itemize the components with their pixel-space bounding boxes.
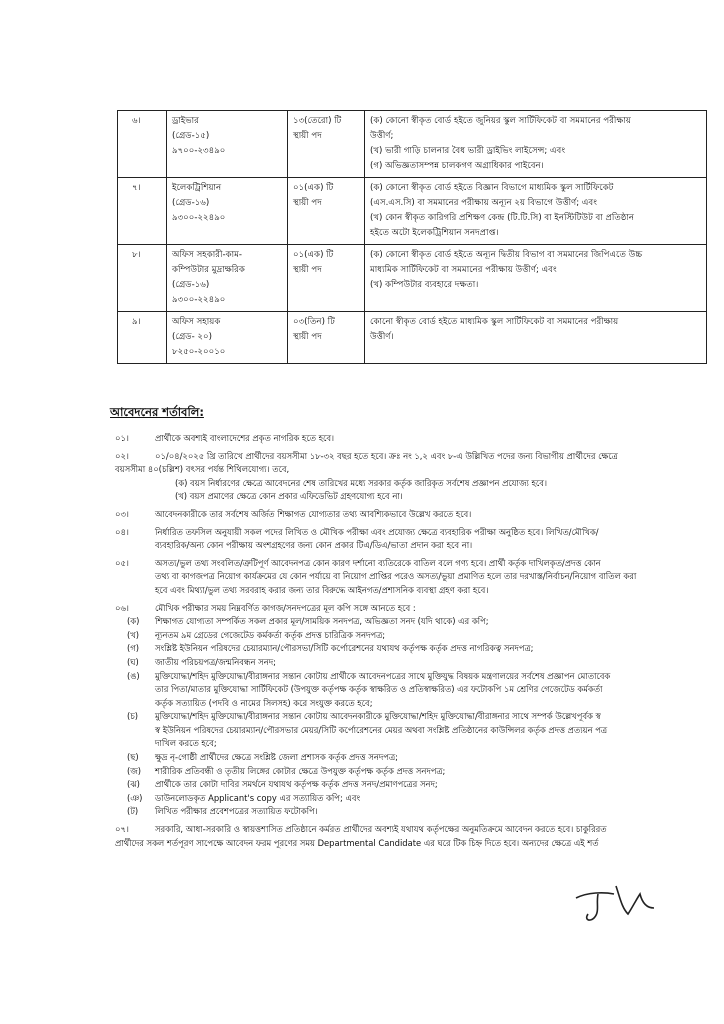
- post-title-line: কম্পিউটার মুদ্রাক্ষরিক: [172, 265, 245, 275]
- term-number: ০৩।: [115, 508, 129, 519]
- document-subitem: [115, 751, 715, 765]
- post-count-line: ০১(এক) টি: [293, 250, 334, 260]
- table-row: [118, 312, 707, 364]
- qualification-line: (খ) ভারী গাড়ি চালনার বৈধ ভারী ড্রাইভিং লাইসেন্স; এবং: [370, 146, 566, 156]
- document-subitem: [115, 805, 715, 819]
- subitem-label: (গ): [127, 643, 140, 654]
- subitem-line: মুক্তিযোদ্ধা/শহিদ মুক্তিযোদ্ধা/বীরাঙ্গনার সন্তান কোটায় আবেদনকারীকে মুক্তিযোদ্ধা/শহিদ মুক্তিযোদ্ধা/বীরাঙ্গনার সাথে সম্পর্ক উল্লেখপূর্বক স্ব: [155, 711, 601, 722]
- term-line: মৌখিক পরীক্ষার সময় নিম্নবর্ণিত কাগজ/সনদপত্রের মূল কপি সঙ্গে আনতে হবে :: [155, 602, 416, 613]
- table-row: [118, 111, 707, 178]
- subitem-line: স্ব ইউনিয়ন পরিষদের চেয়ারম্যান/পৌরসভার মেয়র/সিটি কর্পোরেশনের মেয়র অথবা সংশ্লিষ্ট প্রতিষ্ঠানের কাউন্সিলর কর্তৃক প্রদত্ত প্রত্যয়ন পত্র: [155, 724, 608, 735]
- post-count-cell: [288, 312, 365, 364]
- term-line: হবে এবং মিথ্যা/ভুল তথ্য সরবরাহ করার জন্য তার বিরুদ্ধে আইনগত/প্রশাসনিক ব্যবস্থা গ্রহণ করা হবে।: [155, 584, 489, 595]
- term-line: প্রার্থীদের সকল শর্তপূরণ সাপেক্ষে আবেদন ফরম পূরণের সময় Departmental Candidate এর ঘরে টিক চিহ্ন দিতে হবে। অন্যদের ক্ষেত্রে এই শর্ত: [115, 837, 599, 848]
- document-subitem: [115, 629, 715, 643]
- subitem-line: ক্ষুদ্র নৃ-গোষ্ঠী প্রার্থীদের ক্ষেত্রে সংশ্লিষ্ট জেলা প্রশাসক কর্তৃক প্রদত্ত সনদপত্র;: [155, 752, 398, 763]
- qualification-line: (গ) অভিজ্ঞতাসম্পন্ন চালকগণ অগ্রাধিকার পাইবেন।: [370, 161, 544, 171]
- post-qualification-cell: [365, 178, 707, 245]
- term-body: [155, 450, 715, 464]
- qualification-line: হইতে অটো ইলেকট্রিশিয়ান সনদপ্রাপ্ত।: [370, 228, 499, 238]
- term-gap: [115, 850, 715, 854]
- post-title-line: ৯৩০০-২২৪৯০: [172, 295, 226, 305]
- post-title-line: ড্রাইভার: [172, 116, 199, 126]
- document-subitem: [115, 710, 715, 751]
- subitem-body: [155, 751, 715, 765]
- subitem-body: [155, 792, 715, 806]
- term-body: [155, 602, 715, 616]
- term-number: ০৭।: [115, 824, 129, 835]
- post-count-line: স্থায়ী পদ: [293, 198, 322, 208]
- subitem-label: (ঘ): [127, 656, 139, 667]
- subitem-label: (ট): [127, 806, 139, 817]
- term-line: অসত্য/ভুল তথ্য সংবলিত/ত্রুটিপূর্ণ আবেদনপত্র কোন কারণ দর্শানো ব্যতিরেকে বাতিল বলে গণ্য হবে। প্রার্থী কর্তৃক দাখিলকৃত/প্রদত্ত কোন: [155, 557, 601, 568]
- qualification-line: (খ) কম্পিউটার ব্যবহারে দক্ষতা।: [370, 280, 479, 290]
- term-body: [155, 557, 715, 598]
- post-title-cell: [167, 111, 288, 178]
- term-item: [115, 526, 715, 553]
- document-subitem: [115, 615, 715, 629]
- post-title-cell: [167, 178, 288, 245]
- term-item: [115, 602, 715, 820]
- subitem-label: (ঞ): [127, 792, 143, 803]
- subitem-body: [155, 710, 715, 751]
- subitem-line: ডাউনলোডকৃত Applicant's copy এর সত্যায়িত কপি; এবং: [155, 792, 361, 803]
- subitem-line: মুক্তিযোদ্ধা/শহিদ মুক্তিযোদ্ধা/বীরাঙ্গনার সন্তান কোটায় প্রার্থীকে আবেদনপত্রের সাথে মুক্তিযুদ্ধ বিষয়ক মন্ত্রণালয়ের সর্বশেষ প্রজ্ঞাপন মোতাবেক: [155, 670, 611, 681]
- post-title-line: (গ্রেড-১৫): [172, 131, 210, 141]
- subitem-body: [155, 805, 715, 819]
- post-count-line: ১৩(তেরো) টি: [293, 116, 342, 126]
- subitem-label: (খ): [127, 629, 140, 640]
- post-count-line: ০১(এক) টি: [293, 183, 334, 193]
- qualification-line: (খ) কোন স্বীকৃত কারিগরি প্রশিক্ষণ কেন্দ্র (টি.টি.সি) বা ইনস্টিটিউট বা প্রতিষ্ঠান: [370, 213, 635, 223]
- subitem-body: [155, 615, 715, 629]
- term-line: বয়সসীমা ৪০(চল্লিশ) বৎসর পর্যন্ত শিথিলযোগ্য। তবে,: [115, 464, 290, 475]
- post-qualification-cell: [365, 312, 707, 364]
- table-row: [118, 178, 707, 245]
- document-subitem: [115, 765, 715, 779]
- post-serial: ৯।: [118, 312, 167, 364]
- subitem-line: শিক্ষাগত যোগ্যতা সম্পর্কিত সকল প্রকার মূল/সাময়িক সনদপত্র, অভিজ্ঞতা সনদ (যদি থাকে) এর কপি;: [155, 616, 489, 627]
- document-subitem: [115, 778, 715, 792]
- term-body: [155, 508, 715, 522]
- post-serial: ৭।: [118, 178, 167, 245]
- qualification-line: (ক) কোনো স্বীকৃত বোর্ড হইতে বিজ্ঞান বিভাগে মাধ্যমিক স্কুল সার্টিফিকেট: [370, 183, 614, 193]
- subitem-label: (জ): [127, 765, 142, 776]
- term-number: ০২।: [115, 450, 129, 461]
- post-count-cell: [288, 178, 365, 245]
- post-qualification-cell: [365, 245, 707, 312]
- subitem-label: (ক): [127, 616, 140, 627]
- post-count-line: স্থায়ী পদ: [293, 131, 322, 141]
- qualification-line: উত্তীর্ণ;: [370, 131, 394, 141]
- term-line: নির্ধারিত তফসিল অনুযায়ী সকল পদের লিখিত ও মৌখিক পরীক্ষা এবং প্রযোজ্য ক্ষেত্রে ব্যবহারিক পরীক্ষা অনুষ্ঠিত হবে। লিখিত/মৌখিক/: [155, 526, 599, 537]
- post-title-line: (গ্রেড-১৬): [172, 280, 210, 290]
- subitem-label: (ছ): [127, 752, 139, 763]
- term-subline: (ক) বয়স নির্ধারণের ক্ষেত্রে আবেদনের শেষ তারিখের মধ্যে সরকার কর্তৃক জারিকৃত সর্বশেষ প্রজ্ঞাপন প্রযোজ্য হবে।: [175, 477, 547, 488]
- post-title-line: (গ্রেড-১৬): [172, 198, 210, 208]
- document-subitem: [115, 792, 715, 806]
- post-title-cell: [167, 312, 288, 364]
- term-line: সরকারি, আধা-সরকারি ও স্বায়ত্তশাসিত প্রতিষ্ঠানে কর্মরত প্রার্থীদের অবশ্যই যথাযথ কর্তৃপক্ষের অনুমতিক্রমে আবেদন করতে হবে। চাকুরিরত: [155, 824, 607, 835]
- post-count-cell: [288, 111, 365, 178]
- post-serial: ৬।: [118, 111, 167, 178]
- term-body: [155, 432, 715, 446]
- term-item: [115, 823, 715, 850]
- subitem-label: (চ): [127, 711, 139, 722]
- term-line: তথ্য বা কাগজপত্র নিয়োগ কার্যক্রমের যে কোন পর্যায়ে বা নিয়োগ প্রাপ্তির পরেও অসত্য/ভুয়া প্রমাণিত হলে তার দরখাস্ত/নির্বাচন/নিয়োগ বাতিল করা: [155, 571, 637, 582]
- post-title-line: অফিস সহকারী-কাম-: [172, 250, 242, 260]
- term-number: ০৬।: [115, 602, 129, 613]
- document-subitem: [115, 670, 715, 711]
- term-line: আবেদনকারীকে তার সর্বশেষ অর্জিত শিক্ষাগত যোগ্যতার তথ্য আবশ্যিকভাবে উল্লেখ করতে হবে।: [155, 508, 472, 519]
- qualification-line: কোনো স্বীকৃত বোর্ড হইতে মাধ্যমিক স্কুল সার্টিফিকেট বা সমমানের পরীক্ষায়: [370, 317, 619, 327]
- post-qualification-cell: [365, 111, 707, 178]
- qualification-line: মাধ্যমিক সার্টিফিকেট বা সমমানের পরীক্ষায় উত্তীর্ণ; এবং: [370, 265, 557, 275]
- post-title-line: (গ্রেড- ২০): [172, 332, 212, 342]
- table-row: [118, 245, 707, 312]
- post-count-line: ০৩(তিন) টি: [293, 317, 335, 327]
- term-item: [115, 432, 715, 446]
- document-subitem: [115, 642, 715, 656]
- posts-table: [117, 110, 707, 364]
- post-count-cell: [288, 245, 365, 312]
- subitem-body: [155, 778, 715, 792]
- subitem-line: সংশ্লিষ্ট ইউনিয়ন পরিষদের চেয়ারম্যান/পৌরসভা/সিটি কর্পোরেশনের যথাযথ কর্তৃপক্ষ কর্তৃক প্রদত্ত নাগরিকত্ব সনদপত্র;: [155, 643, 534, 654]
- term-line: ০১/০৪/২০২৫ খ্রি তারিখে প্রার্থীদের বয়সসীমা ১৮-৩২ বছর হতে হবে। ক্রঃ নং ১,২ এবং ৮-এ উল্লিখিত পদের জন্য বিভাগীয় প্রার্থীদের ক্ষেত্রে: [155, 450, 618, 461]
- subitem-label: (ঙ): [127, 670, 140, 681]
- term-item: [115, 508, 715, 522]
- document-subitem: [115, 656, 715, 670]
- post-title-line: ৯৭০০-২৩৪৯০: [172, 146, 226, 156]
- term-line: প্রার্থীকে অবশ্যই বাংলাদেশের প্রকৃত নাগরিক হতে হবে।: [155, 433, 335, 443]
- subitem-line: জাতীয় পরিচয়পত্র/জন্মনিবন্ধন সনদ;: [155, 656, 276, 667]
- subitem-line: লিখিত পরীক্ষার প্রবেশপত্রের সত্যায়িত ফটোকপি।: [155, 806, 318, 817]
- post-count-line: স্থায়ী পদ: [293, 265, 322, 275]
- qualification-line: (ক) কোনো স্বীকৃত বোর্ড হইতে জুনিয়র স্কুল সার্টিফিকেট বা সমমানের পরীক্ষায়: [370, 116, 631, 126]
- subitem-line: শারীরিক প্রতিবন্ধী ও তৃতীয় লিঙ্গের কোটার ক্ষেত্রে উপযুক্ত কর্তৃপক্ষ কর্তৃক প্রদত্ত সনদপত্র;: [155, 765, 446, 776]
- subitem-label: (ঝ): [127, 779, 140, 790]
- subitem-line: দাখিল করতে হবে;: [155, 738, 217, 749]
- post-title-line: ইলেকট্রিশিয়ান: [172, 183, 222, 193]
- post-serial: ৮।: [118, 245, 167, 312]
- subitem-line: প্রার্থীকে তার কোটা দাবির সমর্থনে যথাযথ কর্তৃপক্ষ কর্তৃক প্রদত্ত সনদ/প্রমাণপত্রের সনদ;: [155, 779, 438, 790]
- subitem-body: [155, 642, 715, 656]
- term-item: [115, 557, 715, 598]
- term-number: ০১।: [115, 433, 129, 443]
- subitem-body: [155, 656, 715, 670]
- qualification-line: (ক) কোনো স্বীকৃত বোর্ড হইতে অন্যূন দ্বিতীয় বিভাগ বা সমমানের জিপিএতে উচ্চ: [370, 250, 643, 260]
- qualification-line: (এস.এস.সি) বা সমমানের পরীক্ষায় অন্যূন ২য় বিভাগে উত্তীর্ণ; এবং: [370, 198, 597, 208]
- signature-icon: [570, 878, 660, 926]
- terms-list: [115, 432, 715, 854]
- term-body: [155, 526, 715, 553]
- post-title-line: ৮২৫০-২০০১০: [172, 347, 226, 357]
- subitem-line: কর্তৃক সত্যায়িত (পদবি ও নামের সিলসহ) করে সংযুক্ত করতে হবে;: [155, 697, 373, 708]
- qualification-line: উত্তীর্ণ।: [370, 332, 394, 342]
- subitem-body: [155, 765, 715, 779]
- post-title-line: অফিস সহায়ক: [172, 317, 221, 327]
- term-item: [115, 450, 715, 504]
- subitem-line: তার পিতা/মাতার মুক্তিযোদ্ধা সার্টিফিকেট (উপযুক্ত কর্তৃপক্ষ কর্তৃক স্বাক্ষরিত ও প্রতিস্বাক্ষরিত) এর ফটোকপি ১ম শ্রেণির গেজেটেড কর্মকর্তা: [155, 684, 603, 695]
- term-number: ০৪।: [115, 526, 129, 537]
- term-number: ০৫।: [115, 557, 129, 568]
- subitem-body: [155, 670, 715, 711]
- post-count-line: স্থায়ী পদ: [293, 332, 322, 342]
- subitem-body: [155, 629, 715, 643]
- term-subline: (খ) বয়স প্রমাণের ক্ষেত্রে কোন প্রকার এফিডেভিট গ্রহণযোগ্য হবে না।: [175, 491, 403, 502]
- post-title-cell: [167, 245, 288, 312]
- terms-heading: আবেদনের শর্তাবলি:: [110, 405, 204, 419]
- term-line: ব্যবহারিক/অন্য কোন পরীক্ষায় অংশগ্রহণের জন্য কোন প্রকার টিএ/ডিএ/ভাতা প্রদান করা হবে না।: [155, 540, 473, 551]
- post-title-line: ৯৩০০-২২৪৯০: [172, 213, 226, 223]
- subitem-line: ন্যূনতম ৯ম গ্রেডের গেজেটেড কর্মকর্তা কর্তৃক প্রদত্ত চারিত্রিক সনদপত্র;: [155, 629, 386, 640]
